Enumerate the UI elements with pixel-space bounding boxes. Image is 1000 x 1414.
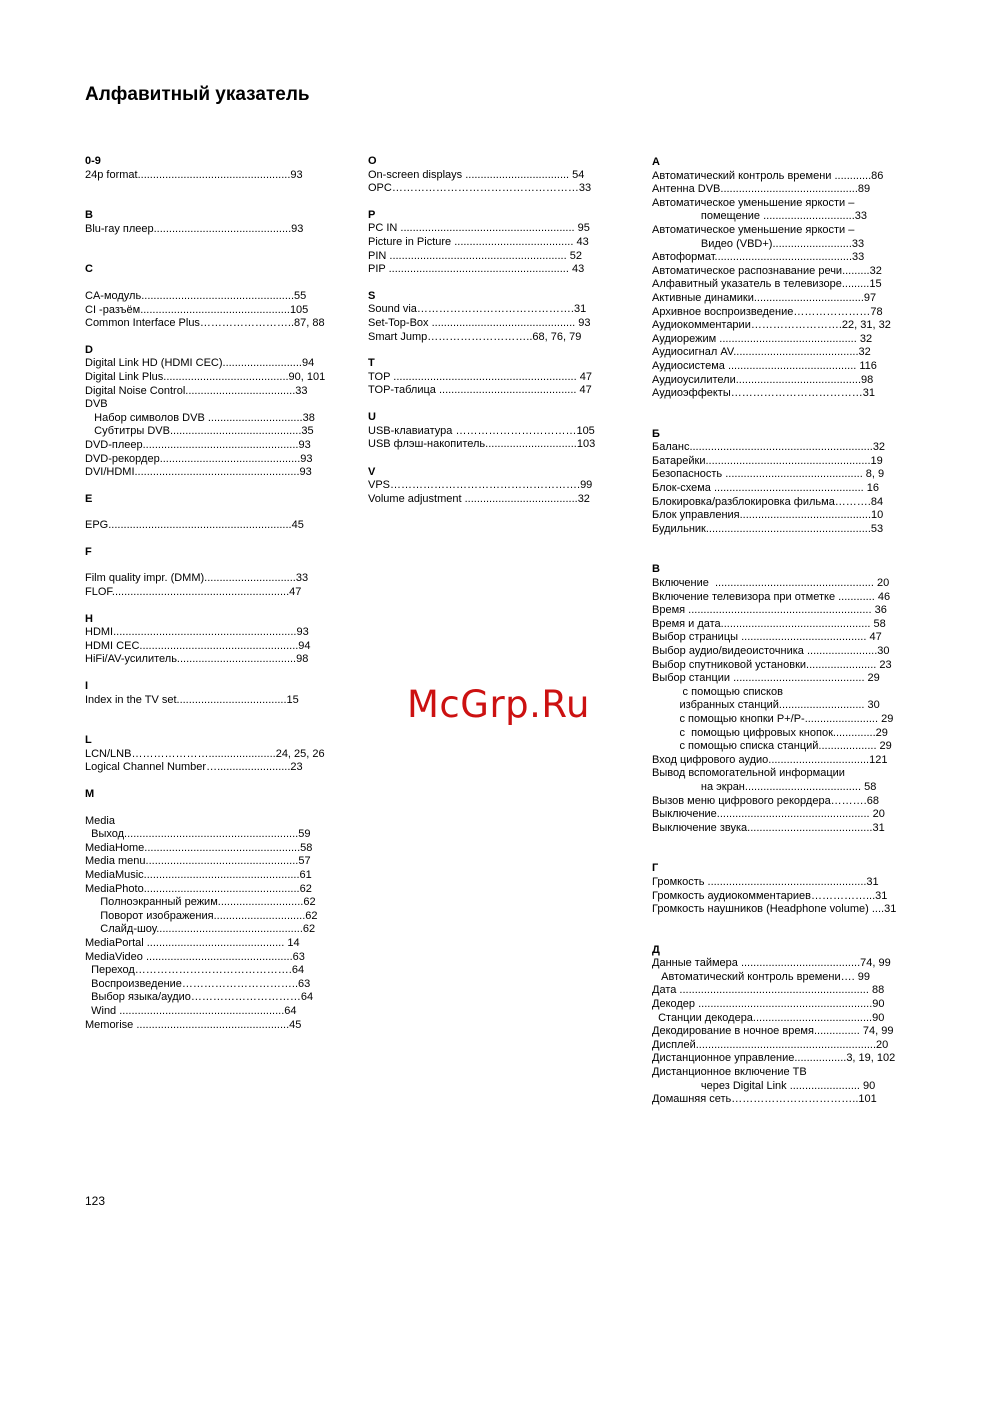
index-entry: PIN .......................................................... 52: [368, 249, 582, 262]
index-entry: Memorise ..................................................45: [85, 1018, 302, 1031]
index-letter: D: [85, 343, 93, 356]
index-letter: 0-9: [85, 155, 101, 167]
index-entry: Полноэкранный режим............................62: [85, 896, 316, 909]
index-entry: с помощью списков: [652, 685, 783, 698]
index-entry: Блок-схема ................................................. 16: [652, 482, 880, 495]
index-entry: с помощью кнопки P+/P-........................ 29: [652, 712, 894, 725]
index-entry: с помощью цифровых кнопок..............29: [652, 726, 888, 739]
index-entry: Время ............................................................ 36: [652, 604, 887, 617]
index-entry: Выбор языка/аудио…………………………64: [85, 991, 314, 1004]
index-entry: избранных станций............................ 30: [652, 699, 880, 712]
index-letter: В: [652, 563, 660, 576]
index-letter: S: [368, 289, 376, 302]
index-entry: Аудиокомментарии…………………….22, 31, 32: [652, 319, 891, 332]
index-entry: Дисплей...........................................................20: [652, 1038, 889, 1051]
index-letter: Б: [652, 427, 660, 440]
index-entry: Автоматическое распознавание речи.........32: [652, 264, 882, 277]
index-entry: Common Interface Plus……………………..87, 88: [85, 317, 325, 330]
index-entry: Антенна DVB.............................................89: [652, 183, 871, 196]
index-entry: с помощью списка станций................... 29: [652, 740, 892, 753]
index-entry: Слайд-шоу................................................62: [85, 923, 316, 936]
index-entry: Media menu..................................................57: [85, 855, 311, 868]
index-entry: DVI/HDMI......................................................93: [85, 466, 312, 479]
index-letter: T: [368, 357, 375, 370]
index-letter: C: [85, 263, 93, 276]
index-entry: PIP ........................................................... 43: [368, 263, 585, 276]
index-entry: HiFi/AV-усилитель.......................................98: [85, 653, 309, 666]
index-entry: TOP ............................................................ 47: [368, 370, 592, 383]
index-entry: Блок управления...........................................10: [652, 509, 884, 522]
index-entry: Включение телевизора при отметке ............ 46: [652, 590, 891, 603]
index-entry: Автоматический контроль времени ............86: [652, 169, 884, 182]
index-entry: Станции декодера.......................................90: [652, 1011, 885, 1024]
index-entry: Digital Link Plus.........................................90, 101: [85, 370, 326, 383]
index-entry: Picture in Picture ....................................... 43: [368, 235, 589, 248]
index-entry: Громкость аудиокомментариев……………...31: [652, 889, 888, 902]
index-entry: USB-клавиатура ……………………………105: [368, 424, 595, 437]
index-entry: USB флэш-накопитель..............................103: [368, 438, 596, 451]
index-entry: On-screen displays .................................. 54: [368, 168, 585, 181]
index-entry: MediaPhoto...................................................62: [85, 882, 312, 895]
index-entry: CA-модуль..................................................55: [85, 289, 307, 302]
index-entry: Дата .............................................................. 88: [652, 984, 885, 997]
index-entry: Аудиосигнал AV.........................................32: [652, 346, 871, 359]
index-entry: Батарейки......................................................19: [652, 454, 883, 467]
index-entry: Данные таймера .......................................74, 99: [652, 957, 891, 970]
index-entry: Аудиоэффекты………………………………31: [652, 387, 875, 400]
index-entry: MediaHome...................................................58: [85, 841, 313, 854]
index-entry: Set-Top-Box ............................................... 93: [368, 316, 591, 329]
index-entry: Баланс............................................................32: [652, 441, 886, 454]
index-entry: Вызов меню цифрового рекордера……….68: [652, 794, 879, 807]
index-entry: Дистанционное включение ТВ: [652, 1066, 807, 1079]
index-entry: Аудиоусилители.........................................98: [652, 373, 874, 386]
index-entry: Активные динамики....................................97: [652, 291, 877, 304]
index-entry: Smart Jump………………………..68, 76, 79: [368, 330, 582, 343]
index-entry: Media: [85, 814, 115, 827]
index-entry: Wind ......................................................64: [85, 1004, 297, 1017]
index-entry: Включение .................................................... 20: [652, 577, 890, 590]
index-letter: Д: [652, 943, 660, 956]
index-entry: Время и дата................................................. 58: [652, 617, 886, 630]
index-entry: Декодер .........................................................90: [652, 998, 885, 1011]
index-letter: А: [652, 156, 660, 168]
index-letter: E: [85, 492, 93, 505]
index-entry: Sound via…………………………………….31: [368, 303, 587, 316]
index-entry: CI -разъём.................................................105: [85, 303, 309, 316]
index-entry: PC IN ......................................................... 95: [368, 222, 590, 235]
index-entry: Вход цифрового аудио.................................121: [652, 753, 888, 766]
index-entry: Домашняя сеть……………………………..101: [652, 1093, 877, 1106]
index-entry: Index in the TV set....................................15: [85, 693, 299, 706]
page-number: 123: [85, 1194, 106, 1208]
index-entry: OPC……………………………………………33: [368, 182, 592, 195]
index-entry: Digital Noise Control....................................33: [85, 384, 308, 397]
index-column-2: [368, 155, 638, 506]
index-entry: через Digital Link ....................... 90: [652, 1079, 876, 1092]
index-entry: HDMI............................................................93: [85, 626, 309, 639]
index-entry: Volume adjustment .....................................32: [368, 492, 590, 505]
index-entry: Переход…………………………………….64: [85, 964, 305, 977]
index-entry: Logical Channel Number…........................23: [85, 761, 303, 774]
index-entry: Аудиосистема .......................................... 116: [652, 359, 877, 372]
index-entry: DVB: [85, 398, 108, 411]
index-entry: Аудиорежим ............................................. 32: [652, 332, 873, 345]
index-entry: MediaMusic...................................................61: [85, 868, 312, 881]
index-letter: I: [85, 680, 89, 693]
index-entry: MediaVideo ................................................63: [85, 950, 305, 963]
index-letter: F: [85, 545, 92, 558]
index-entry: Дистанционное управление.................3, 19, 102: [652, 1052, 896, 1065]
index-entry: Digital Link HD (HDMI CEC)..........................94: [85, 357, 315, 370]
index-entry: TOP-таблица ............................................. 47: [368, 384, 592, 397]
index-entry: Выход.........................................................59: [85, 828, 311, 841]
index-entry: LCN/LNB…………………......................24, 25, 26: [85, 747, 325, 760]
index-entry: MediaPortal ............................................. 14: [85, 936, 300, 949]
index-entry: Декодирование в ночное время............... 74, 99: [652, 1025, 894, 1038]
index-column-3: [652, 156, 922, 1107]
index-entry: Субтитры DVB...........................................35: [85, 425, 314, 438]
index-entry: Выключение звука.........................................31: [652, 821, 885, 834]
page-title: Алфавитный указатель: [85, 84, 310, 105]
index-entry: Выключение.................................................. 20: [652, 808, 885, 821]
index-entry: Поворот изображения..............................62: [85, 909, 318, 922]
index-entry: Будильник......................................................53: [652, 522, 884, 535]
index-entry: VPS…………………………………………….99: [368, 479, 593, 492]
index-letter: L: [85, 734, 92, 747]
index-entry: Выбор страницы ......................................... 47: [652, 631, 882, 644]
index-entry: Громкость наушников (Headphone volume) ....31: [652, 903, 897, 916]
index-entry: Громкость ....................................................31: [652, 875, 879, 888]
index-entry: DVD-плеер...................................................93: [85, 438, 311, 451]
index-entry: Воспроизведение…………………………..63: [85, 977, 311, 990]
index-entry: Блокировка/разблокировка фильма……….84: [652, 495, 884, 508]
index-entry: HDMI CEC....................................................94: [85, 639, 311, 652]
index-letter: U: [368, 410, 376, 423]
index-entry: Видео (VBD+)..........................33: [652, 237, 865, 250]
index-entry: Автоматическое уменьшение яркости –: [652, 196, 855, 209]
index-entry: EPG............................................................45: [85, 519, 304, 532]
index-letter: O: [368, 155, 377, 167]
index-column-1: [85, 155, 355, 1032]
index-letter: V: [368, 465, 376, 478]
index-entry: Автоматический контроль времени…. 99: [652, 970, 870, 983]
watermark: McGrp.Ru: [407, 683, 590, 726]
index-entry: Blu-ray плеер.............................................93: [85, 222, 304, 235]
index-entry: DVD-рекордер..............................................93: [85, 452, 313, 465]
index-entry: Выбор спутниковой установки....................... 23: [652, 658, 892, 671]
index-letter: P: [368, 208, 376, 221]
index-entry: на экран...................................... 58: [652, 780, 877, 793]
index-entry: Алфавитный указатель в телевизоре.........15: [652, 278, 882, 291]
index-entry: Film quality impr. (DMM)..............................33: [85, 572, 309, 585]
index-entry: 24p format..................................................93: [85, 168, 303, 181]
index-entry: Автоформат.............................................33: [652, 251, 865, 264]
index-letter: B: [85, 209, 93, 222]
index-entry: Автоматическое уменьшение яркости –: [652, 223, 855, 236]
index-entry: Набор символов DVB ...............................38: [85, 411, 315, 424]
index-entry: Выбор аудио/видеоисточника .......................30: [652, 645, 890, 657]
index-entry: FLOF..........................................................47: [85, 586, 302, 599]
index-entry: Безопасность ............................................. 8, 9: [652, 468, 885, 481]
index-entry: Архивное воспроизведение…………………78: [652, 305, 883, 318]
index-entry: помещение ..............................33: [652, 210, 868, 223]
index-letter: Г: [652, 862, 659, 875]
index-letter: H: [85, 612, 93, 625]
index-entry: Вывод вспомогательной информации: [652, 767, 845, 780]
index-entry: Выбор станции ........................................... 29: [652, 672, 880, 685]
index-letter: M: [85, 788, 95, 800]
